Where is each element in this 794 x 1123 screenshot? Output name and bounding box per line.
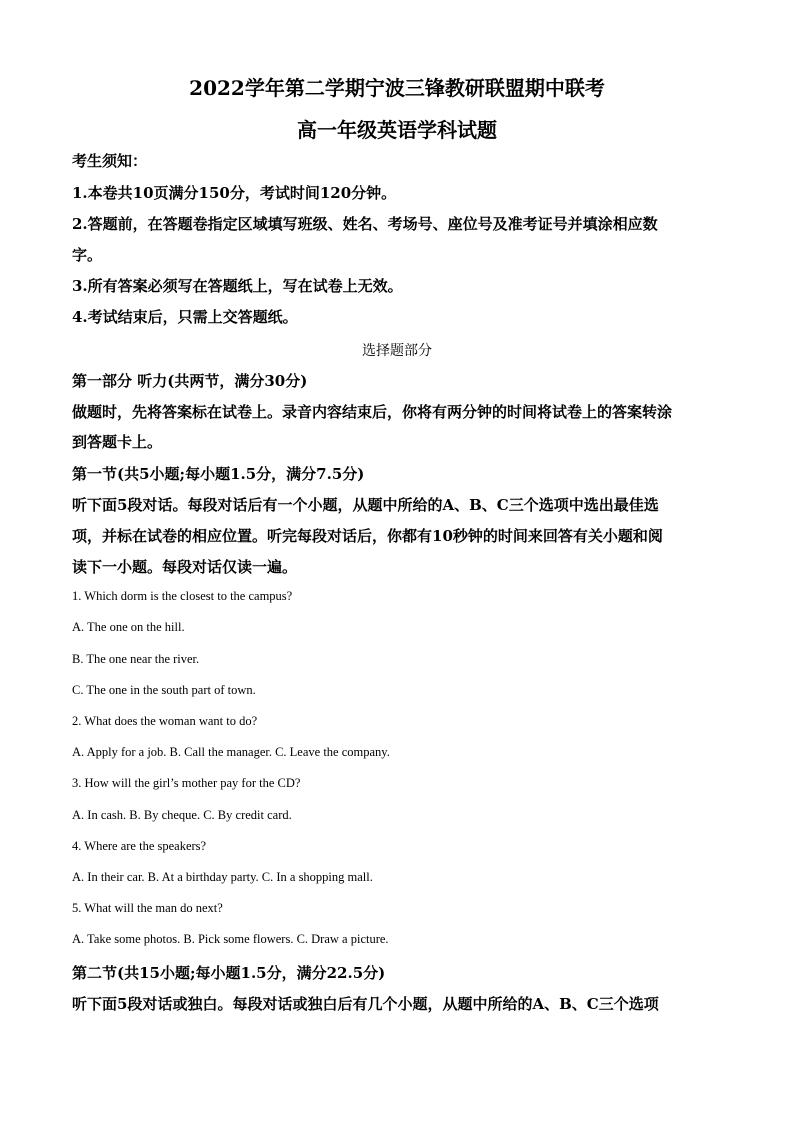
question-5-options: A. Take some photos. B. Pick some flowers. C. Draw a picture. <box>72 932 389 946</box>
question-4: 4. Where are the speakers? <box>72 839 207 853</box>
question-2: 2. What does the woman want to do? <box>72 714 258 728</box>
question-2-options: A. Apply for a job. B. Call the manager. C. Leave the company. <box>72 745 390 759</box>
question-4-options: A. In their car. B. At a birthday party. C. In a shopping mall. <box>72 870 373 884</box>
notice-heading: 考生须知： <box>72 152 148 170</box>
question-3-options: A. In cash. B. By cheque. C. By credit card. <box>72 808 292 822</box>
question-1-option-a: A. The one on the hill. <box>72 620 185 634</box>
notice-item-2-cont: 字。 <box>72 246 103 264</box>
question-5: 5. What will the man do next? <box>72 901 223 915</box>
section1-instruction: 听下面5段对话。每段对话后有一个小题，从题中所给的A、B、C三个选项中选出最佳选 <box>72 496 659 514</box>
part1-instruction-cont: 到答题卡上。 <box>72 433 163 451</box>
part1-instruction: 做题时，先将答案标在试卷上。录音内容结束后，你将有两分钟的时间将试卷上的答案转涂 <box>72 403 673 421</box>
exam-subtitle: 高一年级英语学科试题 <box>297 118 497 142</box>
exam-title: 2022学年第二学期宁波三锋教研联盟期中联考 <box>189 76 605 100</box>
section1-heading: 第一节(共5小题;每小题1.5分，满分7.5分) <box>72 465 365 483</box>
question-1: 1. Which dorm is the closest to the campus? <box>72 589 293 603</box>
notice-item-1: 1.本卷共10页满分150分，考试时间120分钟。 <box>72 184 397 202</box>
notice-item-4: 4.考试结束后，只需上交答题纸。 <box>72 308 298 326</box>
section2-instruction: 听下面5段对话或独白。每段对话或独白后有几个小题，从题中所给的A、B、C三个选项 <box>72 995 659 1013</box>
choice-section-heading: 选择题部分 <box>362 343 432 359</box>
question-3: 3. How will the girl’s mother pay for the CD? <box>72 776 301 790</box>
notice-item-2: 2.答题前，在答题卷指定区域填写班级、姓名、考场号、座位号及准考证号并填涂相应数 <box>72 215 658 233</box>
section2-heading: 第二节(共15小题;每小题1.5分，满分22.5分) <box>72 964 386 982</box>
question-1-option-c: C. The one in the south part of town. <box>72 683 256 697</box>
section1-instruction-cont: 项，并标在试卷的相应位置。听完每段对话后，你都有10秒钟的时间来回答有关小题和阅 <box>72 527 663 545</box>
notice-item-3: 3.所有答案必须写在答题纸上，写在试卷上无效。 <box>72 277 403 295</box>
part1-heading: 第一部分 听力(共两节，满分30分) <box>72 372 308 390</box>
question-1-option-b: B. The one near the river. <box>72 652 200 666</box>
section1-instruction-cont2: 读下一小题。每段对话仅读一遍。 <box>72 558 298 576</box>
